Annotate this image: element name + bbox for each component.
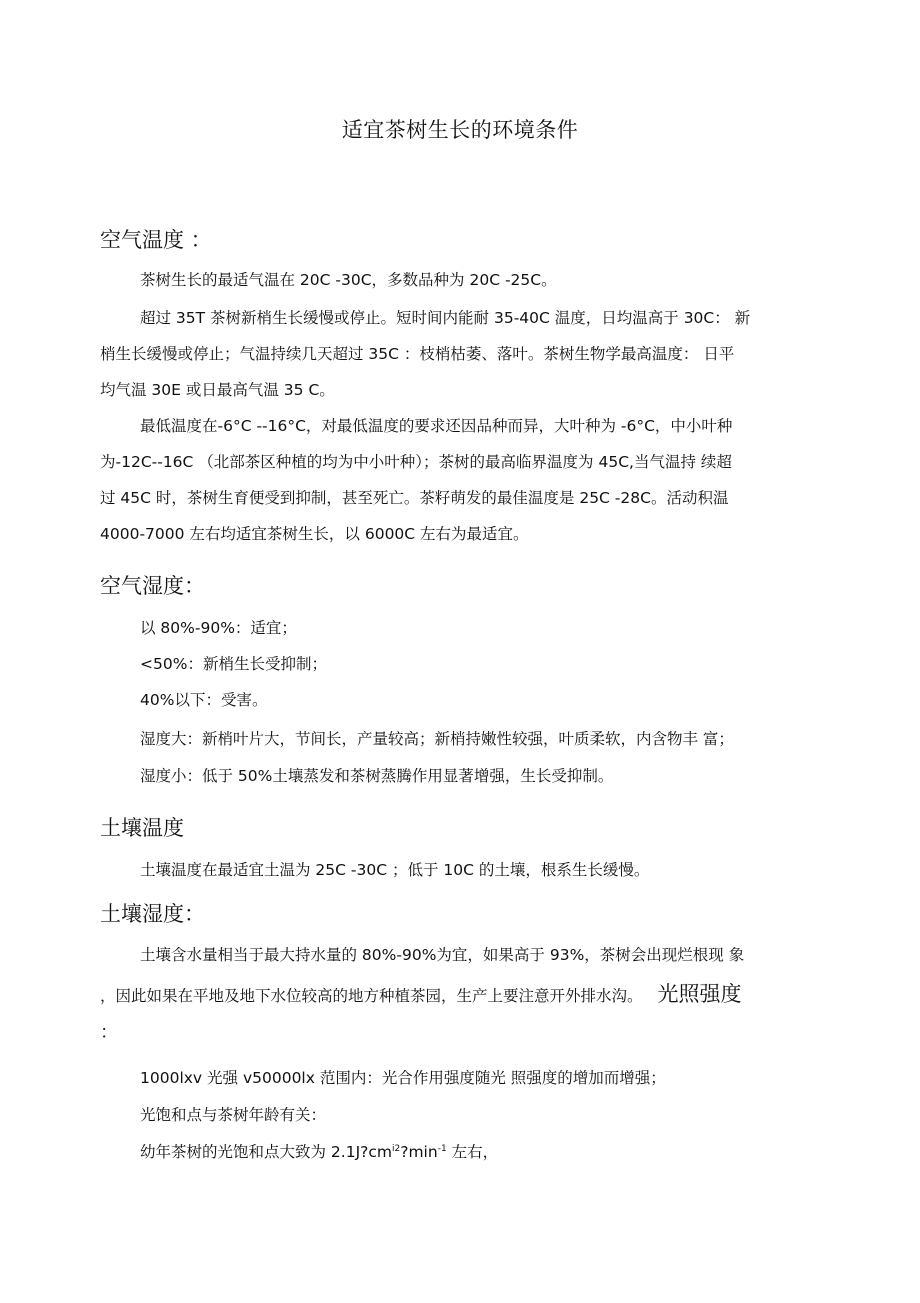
light-line-3-part-c: 左右， [446, 1143, 499, 1161]
air-humidity-line-2: <50%：新梢生长受抑制； [140, 655, 327, 673]
air-temp-paragraph-2-line-1: 超过 35T 茶树新梢生长缓慢或停止。短时间内能耐 35-40C 温度，日均温高于 30C： 新 [140, 309, 751, 327]
soil-temp-line-1: 土壤温度在最适宜土温为 25C -30C ；低于 10C 的土壤，根系生长缓慢。 [140, 861, 650, 879]
soil-humidity-line-1: 土壤含水量相当于最大持水量的 80%-90%为宜，如果高于 93%，茶树会出现烂根现 象 [140, 946, 745, 964]
page-title: 适宜茶树生长的环境条件 [341, 118, 579, 142]
air-humidity-line-4: 湿度大：新梢叶片大，节间长，产量较高；新梢持嫩性较强，叶质柔软，内含物丰 富； [140, 730, 734, 748]
air-humidity-line-1: 以 80%-90%：适宜； [140, 619, 297, 637]
heading-light-intensity: 光照强度 [657, 982, 742, 1006]
light-intensity-colon: ： [100, 1022, 118, 1043]
air-humidity-line-5: 湿度小：低于 50%土壤蒸发和茶树蒸腾作用显著增强，生长受抑制。 [140, 767, 614, 785]
light-line-3 [140, 1140, 498, 1162]
air-temp-paragraph-2-line-2: 梢生长缓慢或停止；气温持续几天超过 35C ：枝梢枯萎、落叶。茶树生物学最高温度： 日平 [100, 345, 735, 363]
light-line-3-sup-1: i2 [392, 1143, 401, 1154]
heading-soil-temperature: 土壤温度 [100, 816, 184, 840]
air-humidity-line-3: 40%以下：受害。 [140, 691, 268, 709]
air-temp-paragraph-3-line-4: 4000-7000 左右均适宜茶树生长，以 6000C 左右为最适宜。 [100, 525, 529, 543]
light-line-3-part-a: 幼年茶树的光饱和点大致为 2.1J?cm [140, 1143, 392, 1161]
air-temp-paragraph-3-line-3: 过 45C 时，茶树生育便受到抑制，甚至死亡。茶籽萌发的最佳温度是 25C -28C。活动积温 [100, 489, 729, 507]
air-temp-paragraph-2-line-3: 均气温 30E 或日最高气温 35 C。 [100, 381, 335, 399]
soil-humidity-line-2-text: ，因此如果在平地及地下水位较高的地方种植茶园，生产上要注意开外排水沟。 [100, 987, 643, 1005]
air-temp-paragraph-3-line-1: 最低温度在-6°C --16°C，对最低温度的要求还因品种而异，大叶种为 -6°C，中小叶种 [140, 417, 733, 435]
air-temp-paragraph-1: 茶树生长的最适气温在 20C -30C，多数品种为 20C -25C。 [140, 271, 557, 289]
heading-air-humidity: 空气湿度： [100, 574, 205, 598]
air-temp-paragraph-3-line-2: 为-12C--16C （北部茶区种植的均为中小叶种）；茶树的最高临界温度为 45C,当气温持 续超 [100, 453, 732, 471]
light-line-3-sup-2: -1 [437, 1143, 447, 1154]
light-line-1: 1000lxv 光强 v50000lx 范围内：光合作用强度随光 照强度的增加而增强； [140, 1069, 666, 1087]
light-line-3-part-b: ?min [400, 1143, 438, 1161]
heading-air-temperature: 空气温度 ： [100, 228, 212, 252]
light-line-2: 光饱和点与茶树年龄有关： [140, 1106, 327, 1124]
soil-humidity-line-2 [100, 978, 741, 1008]
heading-soil-humidity: 土壤湿度： [100, 902, 205, 926]
